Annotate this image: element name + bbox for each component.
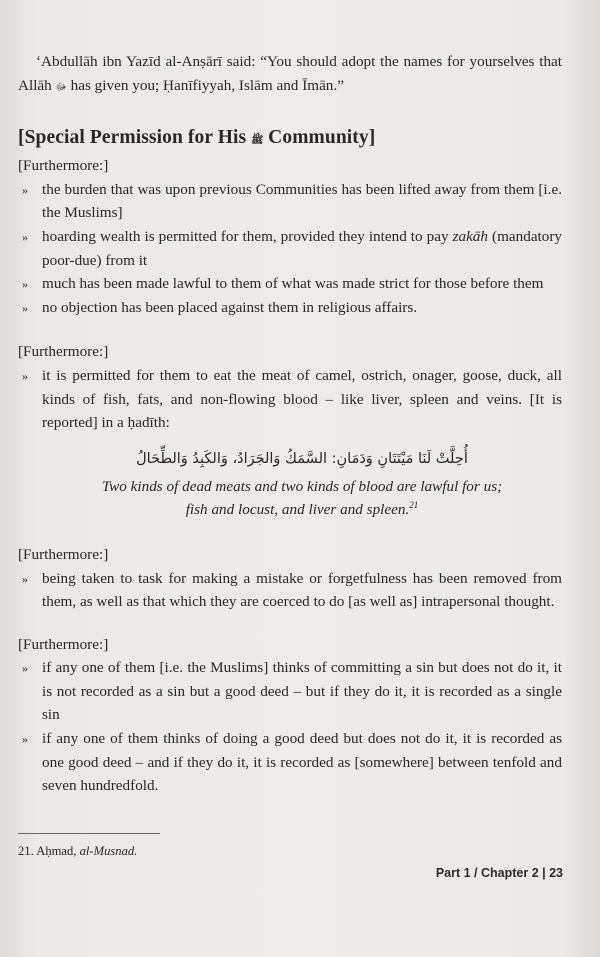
permission-list-4	[18, 656, 562, 798]
intro-paragraph	[18, 50, 562, 99]
list-item	[18, 225, 562, 272]
furthermore-label-4: [Furthermore:]	[18, 635, 109, 653]
intro-text-2: yourselves that Allāh	[18, 53, 563, 94]
list-item-text: if any one of them thinks of doing a good deed but does not do it, it is recorded as one good deed – and if they do it, it is recorded as [somewhere] between tenfold and seven hundredfold.	[42, 730, 562, 795]
list-item	[18, 727, 562, 798]
zakah-gloss: (mandatory poor-due) from it	[42, 227, 563, 269]
list-item-text: being taken to task for making a mistake or forgetfulness has been removed from them, as well as that which they are coerced to do [as well as] intrapersonal thought.	[42, 569, 562, 611]
bullet-icon: »	[22, 277, 28, 292]
translation-line-2: fish and locust, and liver and spleen.	[185, 501, 410, 519]
list-item-text: no objection has been placed against them in religious affairs.	[42, 298, 418, 316]
permission-list-1	[18, 178, 562, 320]
bullet-icon: »	[22, 571, 28, 586]
zakah-term: zakāh	[452, 227, 488, 245]
page-body	[18, 50, 562, 798]
intro-text-1: ‘Abdullāh ibn Yazīd al-Anṣārī said: “You should adopt the names for	[36, 53, 465, 70]
list-item	[18, 178, 562, 225]
honorific-allah-icon: ﷻ	[55, 81, 67, 93]
list-item	[18, 272, 562, 296]
list-item-text: if any one of them [i.e. the Muslims] thinks of committing a sin but does not do it, it is not recorded as a sin but a good deed – but if they do it, it is recorded as a single sin	[42, 659, 562, 724]
hadith-term: ḥadīth:	[127, 414, 170, 432]
bullet-icon: »	[22, 661, 28, 676]
furthermore-label-3: [Furthermore:]	[18, 545, 109, 563]
bullet-icon: »	[22, 368, 28, 383]
translation-line-1: Two kinds of dead meats and two kinds of blood are lawful for us;	[101, 477, 503, 495]
footnote-divider	[18, 833, 160, 834]
list-item	[18, 296, 562, 320]
bullet-icon: »	[22, 732, 28, 747]
footnote-work: al-Musnad.	[79, 844, 138, 858]
permission-list-3	[18, 567, 562, 614]
furthermore-label-2: [Furthermore:]	[18, 343, 109, 361]
honorific-prophet-icon: ﷺ	[251, 135, 264, 147]
intro-text-3: has given you; Ḥanīfiyyah, Islām and Īmān.”	[70, 76, 344, 94]
running-footer: Part 1 / Chapter 2 | 23	[435, 866, 563, 880]
permission-list-2	[18, 364, 562, 435]
furthermore-label-1: [Furthermore:]	[18, 157, 109, 175]
bullet-icon: »	[22, 182, 28, 197]
list-item-text: hoarding wealth is permitted for them, provided they intend to pay	[42, 227, 449, 245]
list-item-text: it is permitted for them to eat the meat of camel, ostrich, onager, goose, duck, all kinds of fish, fats, and non-flowing blood – like liver, spleen and veins. [It is reported] in a	[42, 366, 562, 432]
footnote-reference[interactable]: 21	[409, 500, 419, 511]
hadith-translation	[18, 475, 562, 522]
bullet-icon: »	[22, 229, 28, 244]
list-item-text: much has been made lawful to them of what was made strict for those before them	[42, 275, 544, 293]
arabic-hadith: أُحِلَّتْ لَنَا مَيْتَتَانِ وَدَمَانِ: السَّمَكُ وَالجَرَادُ، وَالكَبِدُ وَالطِّحَالُ	[136, 450, 468, 467]
bullet-icon: »	[22, 300, 28, 315]
section-heading	[18, 125, 562, 154]
section-title-part-b: Community]	[268, 127, 376, 149]
list-item	[18, 567, 562, 614]
list-item	[18, 364, 562, 435]
footnote-number: 21.	[18, 844, 34, 858]
list-item-text: the burden that was upon previous Communities has been lifted away from them [i.e. the Muslims]	[42, 180, 562, 222]
footnote	[18, 843, 137, 859]
footnote-author: Aḥmad,	[36, 844, 77, 858]
section-title-part-a: [Special Permission for His	[18, 127, 247, 149]
list-item	[18, 656, 562, 727]
